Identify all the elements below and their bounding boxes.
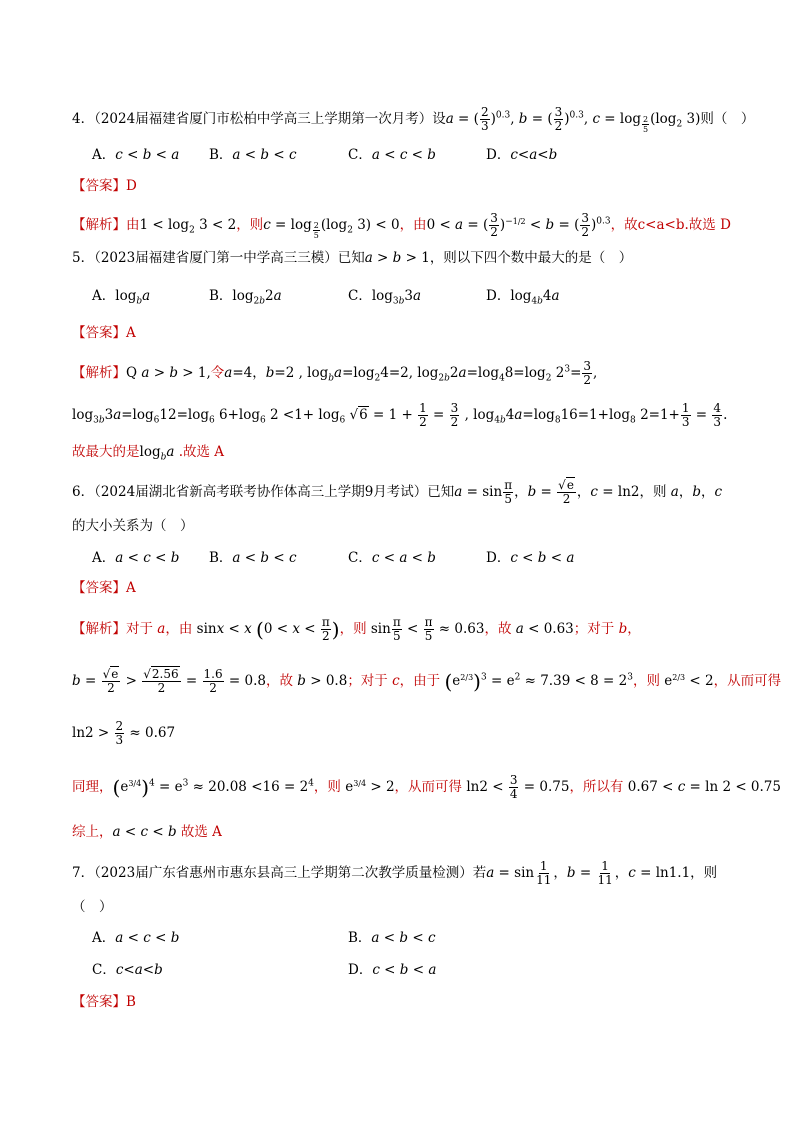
q5-conclusion: 故最大的是$\log_ba$ .故选 A [72,444,225,463]
q6-stem: 6．（2024届湖北省新高考联考协作体高三上学期9月考试）已知a = sin $\frac{\pi}{5}$ ，b = $\frac{√e}{2}$ ，c = ln2，则 a，b，c [72,478,723,506]
q4-option-d: D．c<a<b [486,147,558,163]
q4-option-a: A．c < b < a [92,147,180,163]
q7-stem: 7．（2023届广东省惠州市惠东县高三上学期第二次教学质量检测）若a = sin $\frac{1}{11}$ ，b = $\frac{1}{11}$ ，c = ln1.1，则 [72,859,718,887]
q4-analysis: 【解析】由$1 < \log_2 3 < 2$，则c = log $_{\frac{2}{5}}$ ($\log_2$ 3) < 0，由0 < a = ( $\frac{3}{2}$ )$^{-1/2}$ < b = ( $\frac{3}{2}$ )$^{0.3}$，故c<a<b.故选 D [72,211,731,240]
q4-stem: 4．（2024届福建省厦门市松柏中学高三上学期第一次月考）设a = ( $\frac{2}{3}$ )$^{0.3}$, b = ( $\frac{3}{2}$ )$^{0.3}$, c = log $_{\frac{2}{5}}$ ($\log_2$ 3)则（ ） [72,105,755,134]
q5-option-c: C．$\log_{3b}3a$ [348,288,422,307]
q6-answer: 【答案】A [72,580,136,596]
q5-option-b: B．$\log_{2b}2a$ [209,288,282,307]
q5-option-d: D．$\log_{4b}4a$ [486,288,560,307]
q4-option-c: C．a < c < b [348,147,436,163]
q6-option-c: C．c < a < b [348,550,436,566]
q6-option-b: B．a < b < c [209,550,297,566]
q6-conclusion: 综上，a < c < b 故选 A [72,824,222,840]
q6-option-a: A．a < c < b [92,550,180,566]
q5-analysis-line1: 【解析】Q a > b > 1,令a=4，b=2 , $\log_ba=\log_24=2$, $\log_{2b}2a=\log_48=\log_2$ $2^3=$ $\frac{3}{2}$ , [72,359,598,387]
q5-analysis-line2: $\log_{3b}3a=\log_612=\log_6$ $6+\log_6$ $2 <1+ \log_6 √6 = 1$ + $\frac{1}{2}$ = $\frac{3}{2}$ , $\log_{4b}4a=\log_816=1+\log_8$ 2=1+ $\frac{1}{3}$ = $\frac{4}{3}$ . [72,401,728,429]
q6-stem-line2: 的大小关系为（ ） [72,518,194,534]
q7-stem-line2: （ ） [72,899,113,915]
q6-option-d: D．c < b < a [486,550,575,566]
q7-answer: 【答案】B [72,994,136,1010]
q6-analysis-line4: 同理，$(e^{3/4})^4 = e^3 \approx 20.08 <16 = 2^4$，则 $e^{3/4} > 2$，从而可得 ln2 < $\frac{3}{4}$ = 0.75，所以有 0.67 < c = ln 2 < 0.75 [72,773,781,801]
q7-option-b: B．a < b < c [348,930,436,946]
q6-analysis-line2: b = $\frac{√e}{2}$ > $\frac{√2.56}{2}$ = $\frac{1.6}{2}$ = 0.8，故 b > 0.8；对于 c，由于 $(e^{2/3})^3 = e^2 \approx 7.39 < 8 = 2^3$，则 $e^{2/3} < 2$，从而可得 [72,667,782,695]
q7-option-c: C．c<a<b [92,962,163,978]
q6-analysis-line1: 【解析】对于 a，由 sinx < x (0 < x < $\frac{\pi}{2}$ )，则 sin $\frac{\pi}{5}$ < $\frac{\pi}{5}$ ≈ 0.63，故 a < 0.63；对于 b， [72,615,641,643]
q5-answer: 【答案】A [72,325,136,341]
q5-stem: 5．（2023届福建省厦门第一中学高三三模）已知a > b > 1，则以下四个数中最大的是（ ） [72,250,633,266]
q6-analysis-line3: ln2 > $\frac{2}{3}$ ≈ 0.67 [72,719,176,747]
q7-option-a: A．a < c < b [92,930,180,946]
q5-option-a: A．$\log_ba$ [92,288,151,307]
q4-answer: 【答案】D [72,178,137,194]
q4-option-b: B．a < b < c [209,147,297,163]
q7-option-d: D．c < b < a [348,962,437,978]
